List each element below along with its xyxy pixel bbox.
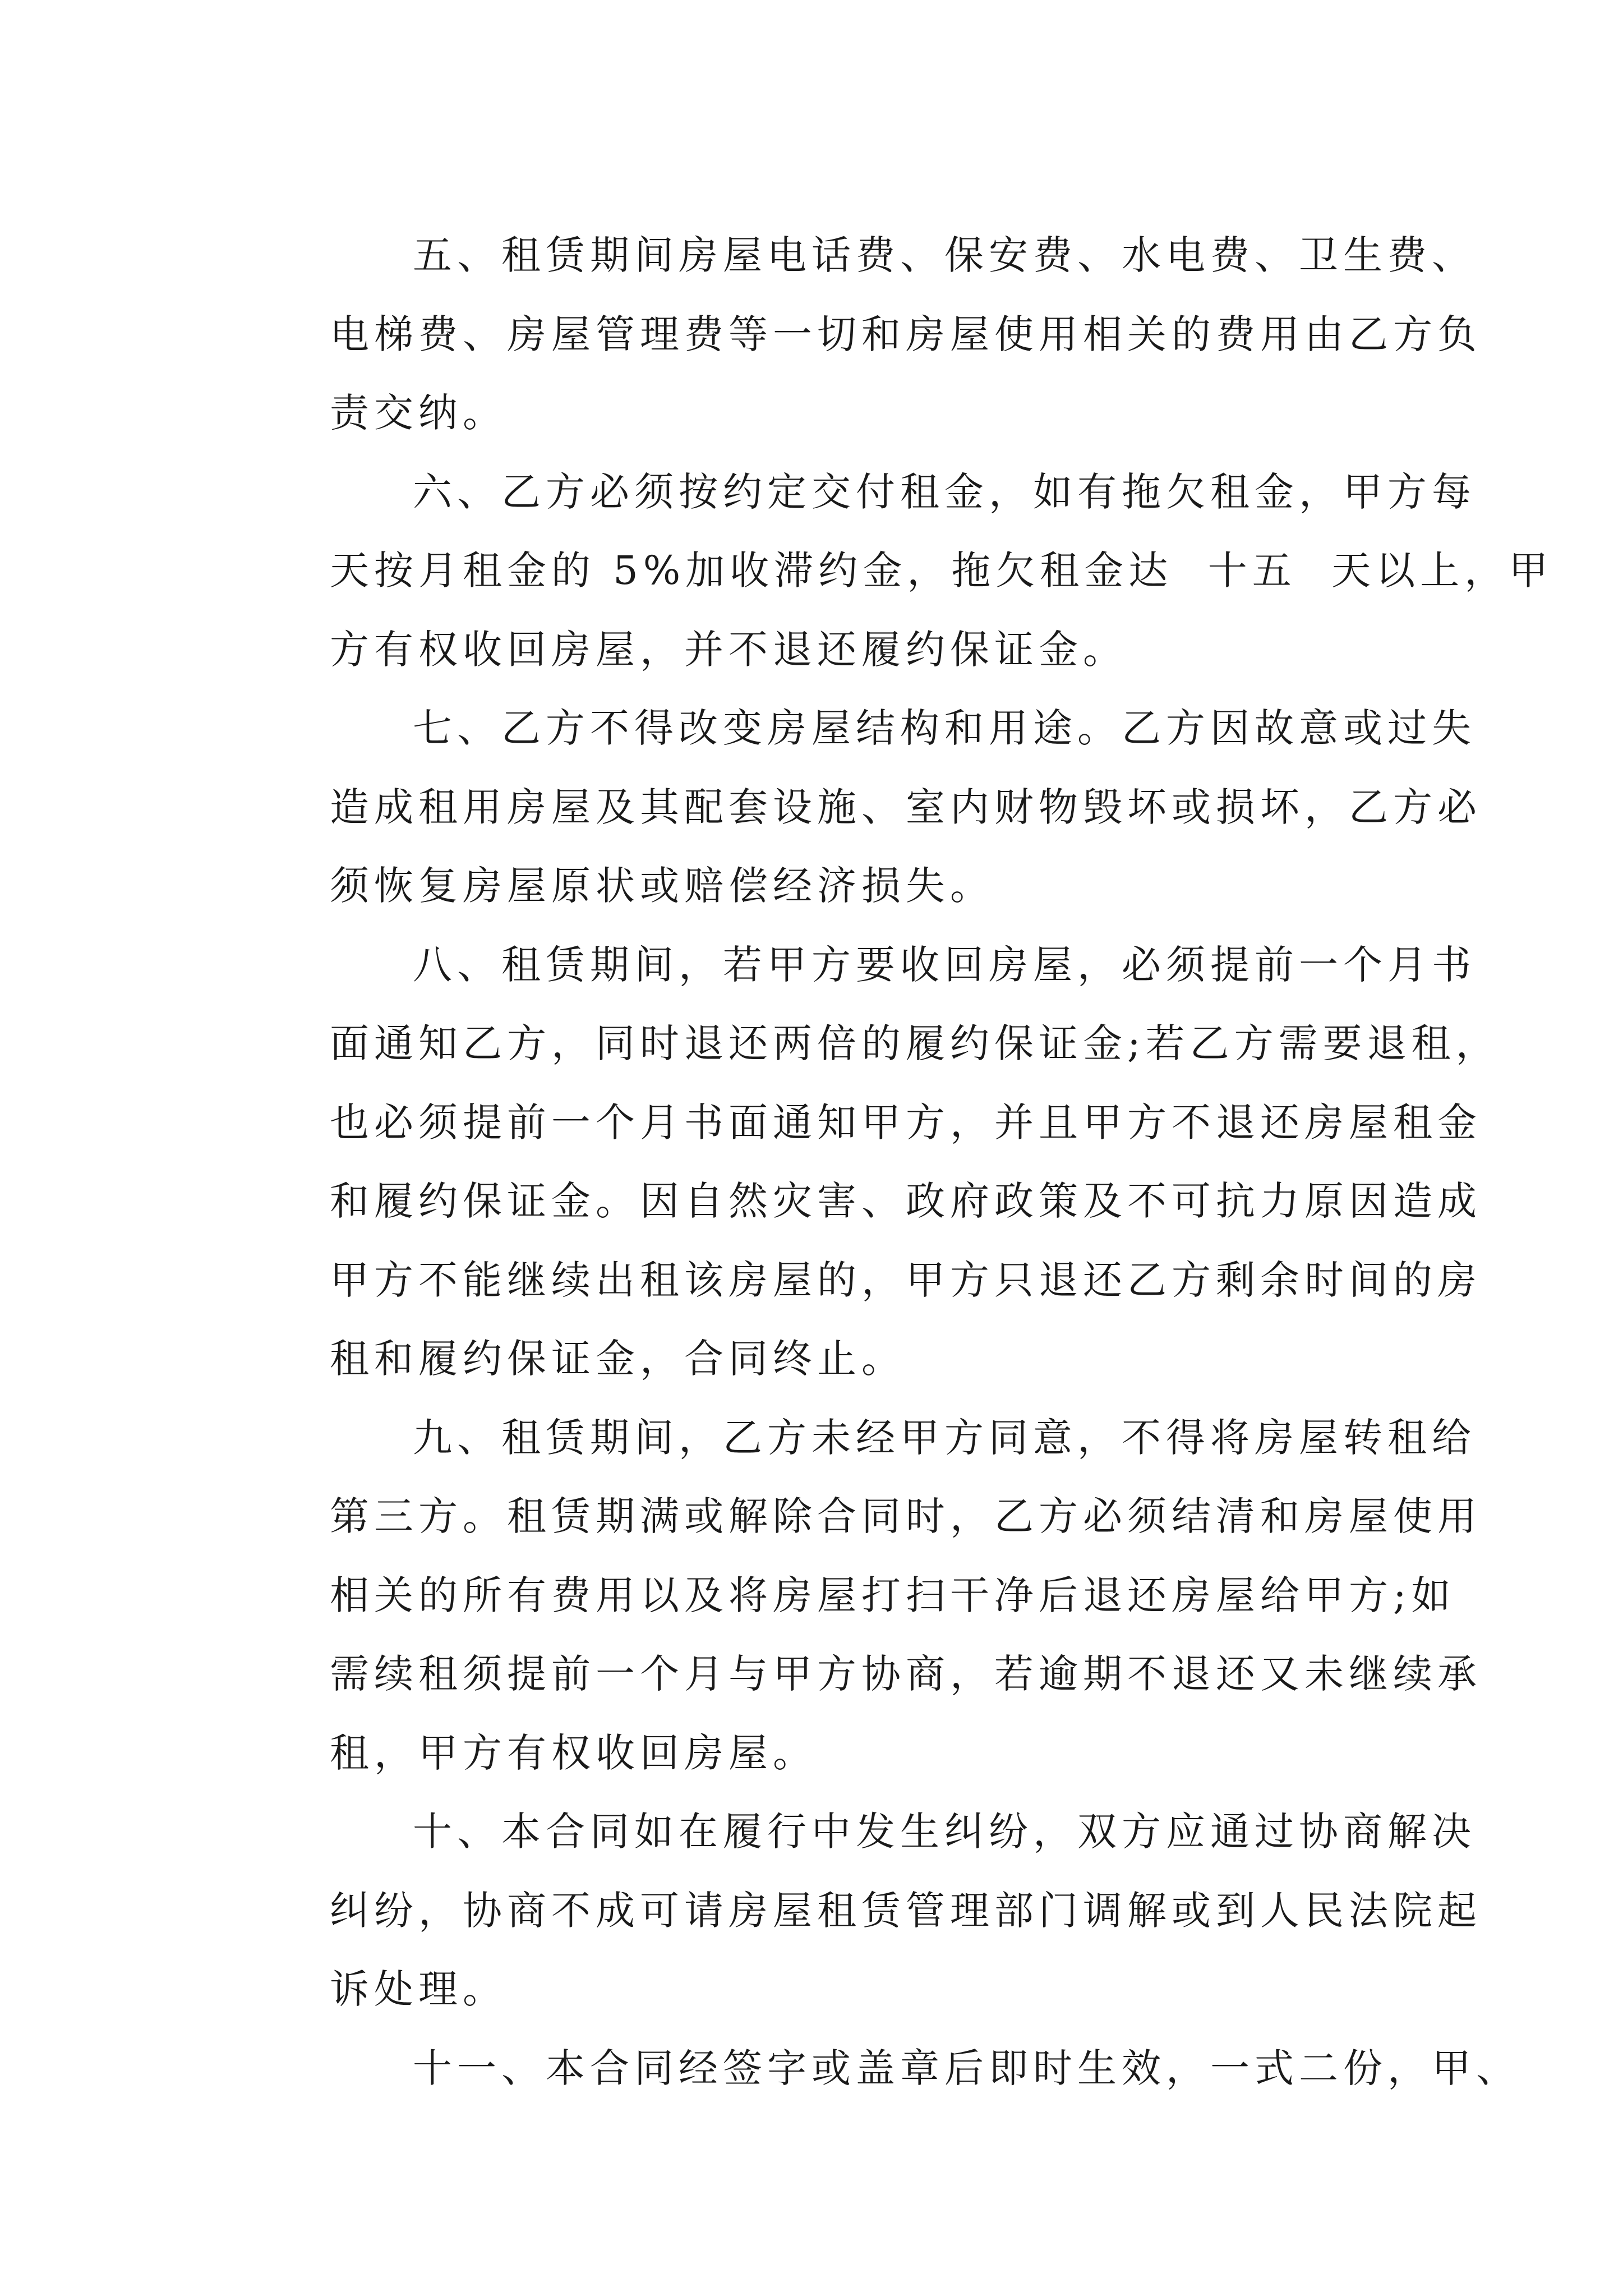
- text-line: 相关的所有费用以及将房屋打扫干净后退还房屋给甲方;如: [330, 1572, 1456, 1618]
- text-line: 十一、本合同经签字或盖章后即时生效，一式二份，甲、: [413, 2045, 1520, 2091]
- text-line: 纠纷，协商不成可请房屋租赁管理部门调解或到人民法院起: [330, 1887, 1482, 1934]
- contract-body: [247, 216, 1553, 2108]
- text-line: 方有权收回房屋，并不退还履约保证金。: [330, 626, 1127, 673]
- text-line: 和履约保证金。因自然灾害、政府政策及不可抗力原因造成: [330, 1178, 1482, 1224]
- text-line: 电梯费、房屋管理费等一切和房屋使用相关的费用由乙方负: [330, 311, 1482, 357]
- text-line: 诉处理。: [330, 1966, 507, 2012]
- text-line: 八、租赁期间，若甲方要收回房屋，必须提前一个月书: [413, 941, 1476, 988]
- text-line: 七、乙方不得改变房屋结构和用途。乙方因故意或过失: [413, 705, 1476, 751]
- text-line: 面通知乙方，同时退还两倍的履约保证金;若乙方需要退租，: [330, 1020, 1500, 1066]
- clause-9-paragraph: [247, 1398, 1482, 1793]
- text-line: 甲方不能继续出租该房屋的，甲方只退还乙方剩余时间的房: [330, 1257, 1482, 1303]
- text-line: 租，甲方有权收回房屋。: [330, 1729, 817, 1776]
- text-line: 须恢复房屋原状或赔偿经济损失。: [330, 863, 994, 909]
- text-line: 五、租赁期间房屋电话费、保安费、水电费、卫生费、: [413, 232, 1476, 278]
- clause-6-paragraph: [247, 453, 1553, 689]
- text-line: 也必须提前一个月书面通知甲方，并且甲方不退还房屋租金: [330, 1099, 1482, 1145]
- clause-11-paragraph: [247, 2029, 1520, 2108]
- clause-8-paragraph: [247, 926, 1500, 1398]
- text-line: 造成租用房屋及其配套设施、室内财物毁坏或损坏，乙方必: [330, 784, 1482, 830]
- text-line: 租和履约保证金，合同终止。: [330, 1336, 906, 1382]
- clause-10-paragraph: [247, 1792, 1482, 2029]
- text-line: 需续租须提前一个月与甲方协商，若逾期不退还又未继续承: [330, 1651, 1482, 1697]
- text-line: 十、本合同如在履行中发生纠纷，双方应通过协商解决: [413, 1809, 1476, 1855]
- text-line: 第三方。租赁期满或解除合同时，乙方必须结清和房屋使用: [330, 1493, 1482, 1539]
- clause-7-paragraph: [247, 689, 1482, 926]
- text-line: 六、乙方必须按约定交付租金，如有拖欠租金，甲方每: [413, 468, 1476, 515]
- text-line: 天按月租金的 5%加收滞约金，拖欠租金达 十五 天以上，甲: [330, 547, 1553, 593]
- text-line: 九、租赁期间，乙方未经甲方同意，不得将房屋转租给: [413, 1414, 1476, 1461]
- clause-5-paragraph: [247, 216, 1482, 453]
- text-line: 责交纳。: [330, 390, 507, 436]
